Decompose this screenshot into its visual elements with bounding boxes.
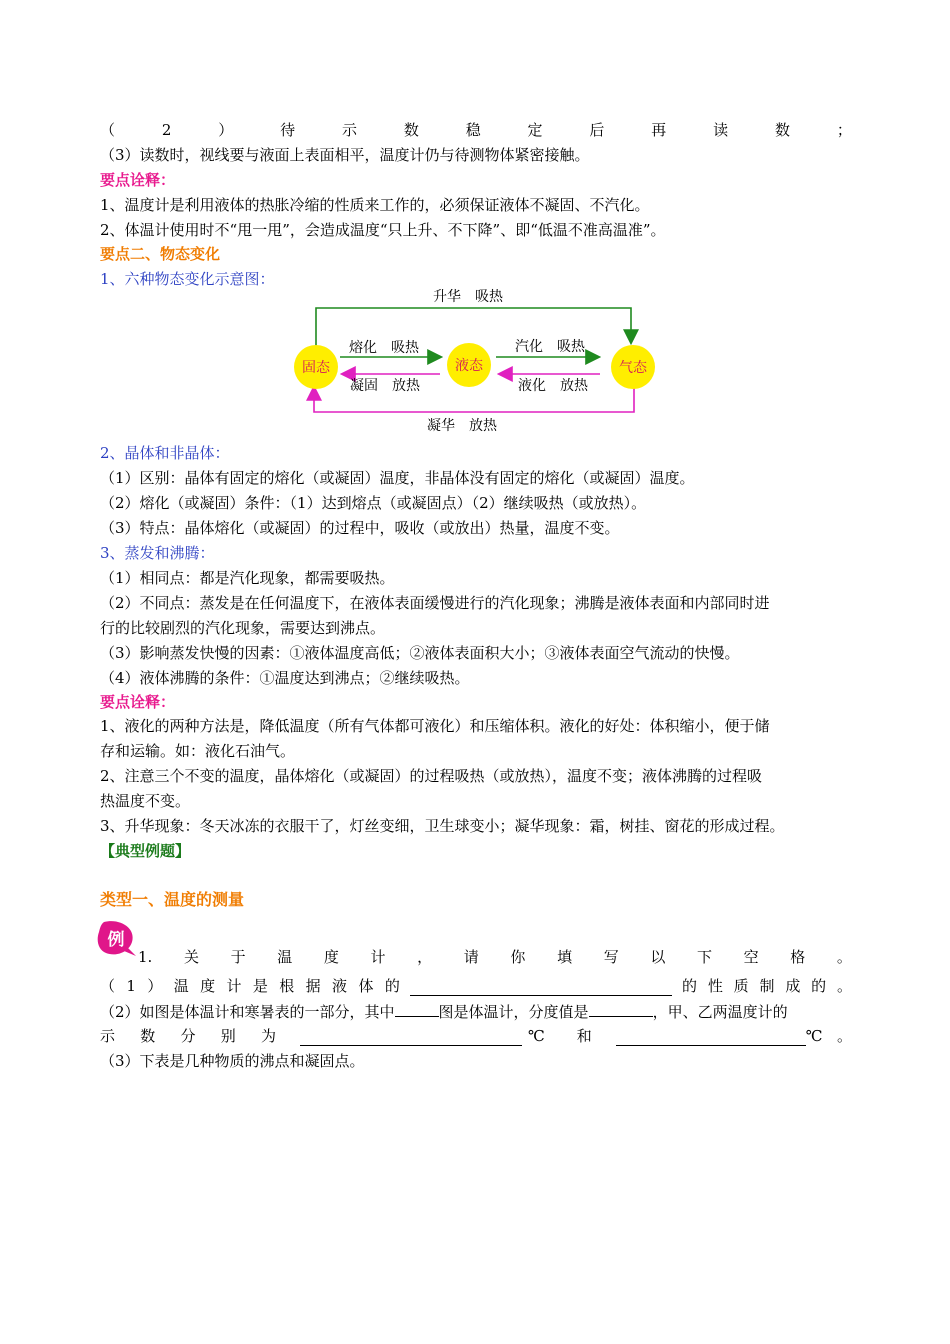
note-title-2: 要点诠释： xyxy=(100,693,176,711)
q1-head-char: 你 xyxy=(510,948,526,966)
solid-label: 固态 xyxy=(302,360,330,376)
q1-2-text-b: 图是体温计，分度值是 xyxy=(438,1003,589,1021)
q1-head-char: 于 xyxy=(230,948,246,966)
q1-1-pre-char: （ xyxy=(100,977,116,995)
q1-2-text-c: ，甲、乙两温度计的 xyxy=(652,1003,788,1021)
q1-head-char: 以 xyxy=(650,948,666,966)
blank-1[interactable] xyxy=(410,980,672,996)
q1-1-post-char: 。 xyxy=(836,977,852,995)
q1-1-pre-char: 是 xyxy=(252,977,268,995)
q1-head-char: 请 xyxy=(463,948,479,966)
note2-2b: 热温度不变。 xyxy=(100,792,191,810)
q1-head-char: 填 xyxy=(557,948,573,966)
q1-head-char: 关 xyxy=(183,948,199,966)
item-2-line xyxy=(100,120,852,140)
section-2-title: 要点二、物态变化 xyxy=(100,245,221,263)
melting-label: 熔化 吸热 xyxy=(349,340,419,356)
q1-1-pre-char: ） xyxy=(147,977,163,995)
note2-3: 3、升华现象：冬天冰冻的衣服干了，灯丝变细，卫生球变小；凝华现象：霜，树挂、窗花的形成过程。 xyxy=(100,817,785,835)
q1-1-pre-char: 液 xyxy=(332,977,348,995)
blank-5[interactable] xyxy=(616,1030,806,1046)
q1-head-char: 温 xyxy=(277,948,293,966)
item-2-char: 读 xyxy=(713,121,729,139)
item-2-char: 数 xyxy=(403,121,419,139)
crystal-1: （1）区别：晶体有固定的熔化（或凝固）温度，非晶体没有固定的熔化（或凝固）温度。 xyxy=(100,469,695,487)
subheading-diagram: 1、六种物态变化示意图： xyxy=(100,270,275,288)
example-badge-char: 例 xyxy=(107,930,125,950)
q1-2-text-a: （2）如图是体温计和寒暑表的一部分，其中 xyxy=(100,1003,395,1021)
deposition-label: 凝华 放热 xyxy=(427,418,497,434)
and-word: 和 xyxy=(576,1027,592,1045)
item-2-char: 稳 xyxy=(465,121,481,139)
q1-2d-pre-char: 示 xyxy=(100,1027,116,1045)
item-2-char: 定 xyxy=(527,121,543,139)
evap-2b: 行的比较剧烈的汽化现象，需要达到沸点。 xyxy=(100,619,386,637)
q1-head-char: 写 xyxy=(603,948,619,966)
state-change-diagram xyxy=(288,284,668,436)
blank-4[interactable] xyxy=(300,1030,522,1046)
item-2-char: 待 xyxy=(280,121,296,139)
blank-2[interactable] xyxy=(395,1001,439,1017)
q1-1-post-char: 性 xyxy=(707,977,723,995)
blank-3[interactable] xyxy=(589,1001,653,1017)
examples-title: 【典型例题】 xyxy=(100,842,191,860)
question-1-part-3: （3）下表是几种物质的沸点和凝固点。 xyxy=(100,1052,365,1070)
unit-2: ℃ xyxy=(805,1027,823,1045)
sublimation-label: 升华 吸热 xyxy=(433,289,503,305)
example-badge-icon xyxy=(96,920,138,958)
q1-2d-pre-char: 分 xyxy=(180,1027,196,1045)
item-2-char: ） xyxy=(218,121,234,139)
item-3-line: （3）读数时，视线要与液面上表面相平，温度计仍与待测物体紧密接触。 xyxy=(100,146,590,164)
q1-1-pre-char: 据 xyxy=(305,977,321,995)
q1-head-char: ， xyxy=(417,948,433,966)
q1-2d-pre-char: 数 xyxy=(140,1027,156,1045)
q1-head-char: 1. xyxy=(138,948,153,966)
q1-head-char: 度 xyxy=(323,948,339,966)
crystal-3: （3）特点：晶体熔化（或凝固）的过程中，吸收（或放出）热量，温度不变。 xyxy=(100,519,620,537)
q1-head-char: 空 xyxy=(743,948,759,966)
unit-1: ℃ xyxy=(528,1027,545,1045)
item-2-char: 再 xyxy=(651,121,667,139)
type-1-title: 类型一、温度的测量 xyxy=(100,890,245,909)
q1-head-char: 计 xyxy=(370,948,386,966)
note-2: 2、体温计使用时不“甩一甩”，会造成温度“只上升、不下降”、即“低温不准高温准”。 xyxy=(100,221,666,239)
q1-1-pre-char: 根 xyxy=(279,977,295,995)
evap-1: （1）相同点：都是汽化现象，都需要吸热。 xyxy=(100,569,395,587)
q1-1-post-char: 成 xyxy=(785,977,801,995)
q1-1-pre-char: 温 xyxy=(173,977,189,995)
evap-4: （4）液体沸腾的条件：①温度达到沸点；②继续吸热。 xyxy=(100,669,470,687)
q1-head-char: 下 xyxy=(696,948,712,966)
liquefaction-label: 液化 放热 xyxy=(518,378,588,394)
q1-1-pre-char: 体 xyxy=(358,977,374,995)
q1-head-char: 。 xyxy=(836,948,852,966)
item-2-char: （ xyxy=(100,121,116,139)
vaporization-label: 汽化 吸热 xyxy=(515,339,585,355)
note2-2a: 2、注意三个不变的温度，晶体熔化（或凝固）的过程吸热（或放热），温度不变；液体沸腾的过程吸 xyxy=(100,767,763,785)
item-2-char: ； xyxy=(836,121,852,139)
item-2-char: 后 xyxy=(589,121,605,139)
q1-1-post-char: 的 xyxy=(811,977,827,995)
gas-label: 气态 xyxy=(619,360,647,376)
note2-1b: 存和运输。如：液化石油气。 xyxy=(100,742,296,760)
q1-2d-pre-char: 为 xyxy=(260,1027,276,1045)
note-title: 要点诠释： xyxy=(100,171,176,189)
item-2-char: 2 xyxy=(161,121,172,139)
q1-1-post-char: 制 xyxy=(759,977,775,995)
question-1-head xyxy=(138,947,852,967)
q1-1-pre-char: 1 xyxy=(126,977,136,995)
liquid-label: 液态 xyxy=(455,358,483,374)
freezing-label: 凝固 放热 xyxy=(350,378,420,394)
question-1-part-2 xyxy=(100,1001,852,1022)
q1-1-pre-char: 计 xyxy=(226,977,242,995)
q1-2d-pre-char: 别 xyxy=(220,1027,236,1045)
end-period: 。 xyxy=(836,1027,852,1045)
crystal-2: （2）熔化（或凝固）条件：（1）达到熔点（或凝固点）（2）继续吸热（或放热）。 xyxy=(100,494,647,512)
item-2-char: 数 xyxy=(774,121,790,139)
note2-1a: 1、液化的两种方法是，降低温度（所有气体都可液化）和压缩体积。液化的好处：体积缩小，便于储 xyxy=(100,717,770,735)
note-1: 1、温度计是利用液体的热胀冷缩的性质来工作的，必须保证液体不凝固、不汽化。 xyxy=(100,196,650,214)
question-1-part-2-cont xyxy=(100,1026,852,1046)
q1-1-pre-char: 的 xyxy=(384,977,400,995)
q1-1-post-char: 的 xyxy=(682,977,698,995)
question-1-part-1 xyxy=(100,976,852,996)
item-2-char: 示 xyxy=(341,121,357,139)
evap-3: （3）影响蒸发快慢的因素：①液体温度高低；②液体表面积大小；③液体表面空气流动的快慢。 xyxy=(100,644,740,662)
evap-2a: （2）不同点：蒸发是在任何温度下，在液体表面缓慢进行的汽化现象；沸腾是液体表面和内部同时进 xyxy=(100,594,770,612)
q1-head-char: 格 xyxy=(790,948,806,966)
q1-1-post-char: 质 xyxy=(733,977,749,995)
q1-1-pre-char: 度 xyxy=(200,977,216,995)
subheading-evaporation: 3、蒸发和沸腾： xyxy=(100,544,215,562)
subheading-crystal: 2、晶体和非晶体： xyxy=(100,444,230,462)
